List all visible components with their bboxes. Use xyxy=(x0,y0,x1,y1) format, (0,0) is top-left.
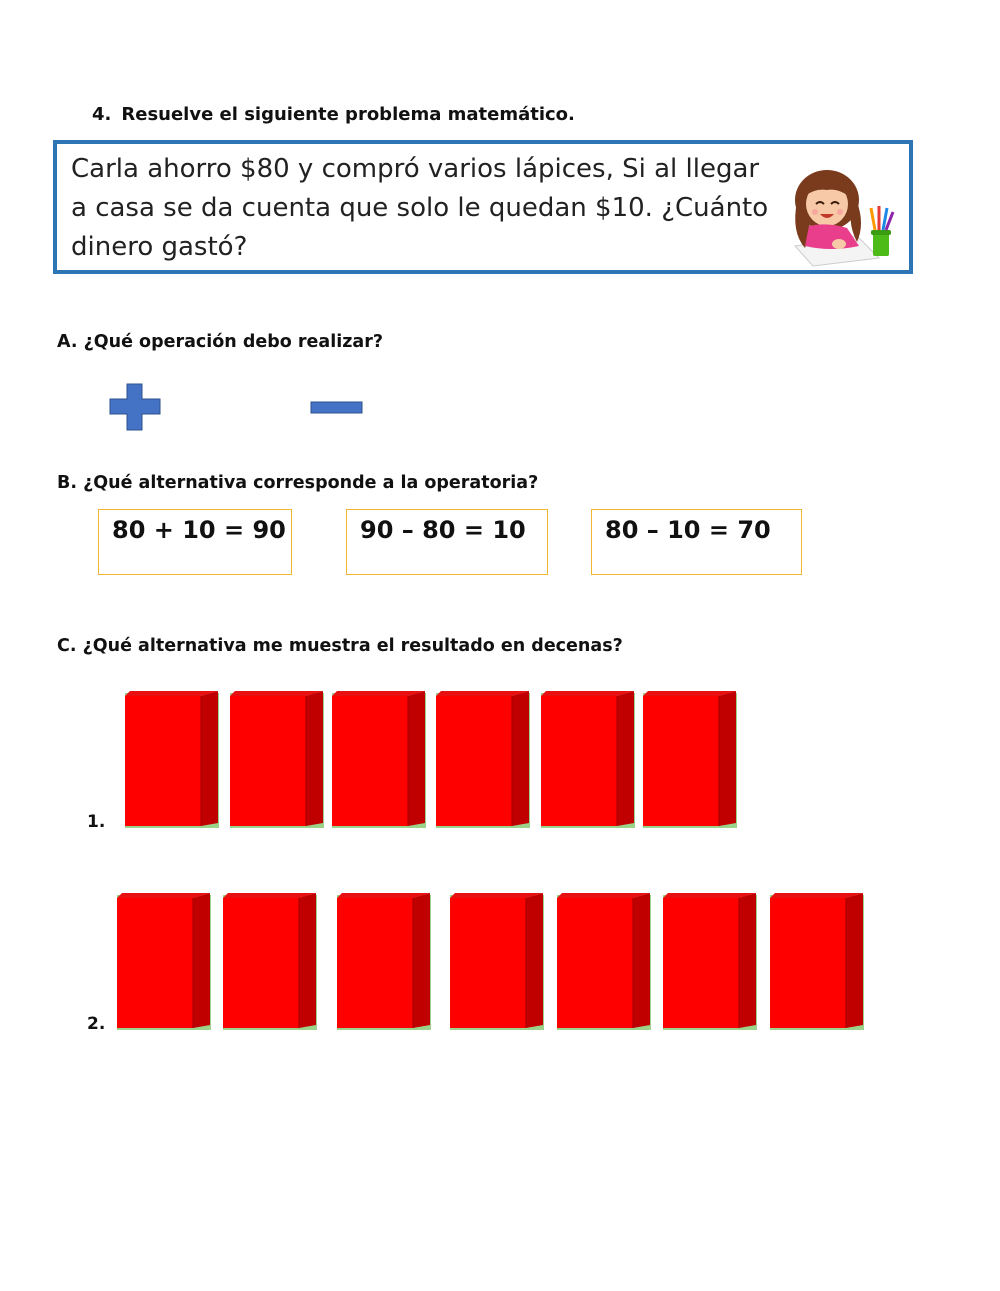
option-b2-label: 90 – 80 = 10 xyxy=(360,516,526,544)
ten-block xyxy=(768,892,864,1030)
ten-block xyxy=(115,892,211,1030)
problem-box xyxy=(53,140,913,274)
ten-block xyxy=(641,690,737,828)
minus-icon[interactable] xyxy=(310,400,364,416)
ten-block xyxy=(434,690,530,828)
question-number: 4. xyxy=(92,104,112,125)
option-b3-label: 80 – 10 = 70 xyxy=(605,516,771,544)
section-b-title: B. ¿Qué alternativa corresponde a la operatoria? xyxy=(57,473,539,493)
ten-block xyxy=(335,892,431,1030)
problem-text: Carla ahorro $80 y compró varios lápices, Si al llegar a casa se da cuenta que solo le quedan $10. ¿Cuánto dinero gastó? xyxy=(71,154,769,262)
option-b1-label: 80 + 10 = 90 xyxy=(112,516,286,544)
ten-block xyxy=(661,892,757,1030)
row-1-label: 1. xyxy=(87,812,106,832)
ten-block xyxy=(221,892,317,1030)
girl-drawing-illustration xyxy=(787,162,899,270)
option-b2-button[interactable] xyxy=(346,509,548,575)
ten-block xyxy=(539,690,635,828)
option-b3-button[interactable] xyxy=(591,509,802,575)
section-a-title: A. ¿Qué operación debo realizar? xyxy=(57,332,383,352)
option-b1-button[interactable] xyxy=(98,509,292,575)
row-2-label: 2. xyxy=(87,1014,106,1034)
ten-block xyxy=(448,892,544,1030)
ten-block xyxy=(555,892,651,1030)
question-title xyxy=(92,104,575,125)
ten-block xyxy=(330,690,426,828)
section-c-title: C. ¿Qué alternativa me muestra el resultado en decenas? xyxy=(57,636,623,656)
question-title-text: Resuelve el siguiente problema matemático. xyxy=(121,104,575,125)
ten-block xyxy=(228,690,324,828)
plus-icon[interactable] xyxy=(109,383,161,431)
ten-block xyxy=(123,690,219,828)
